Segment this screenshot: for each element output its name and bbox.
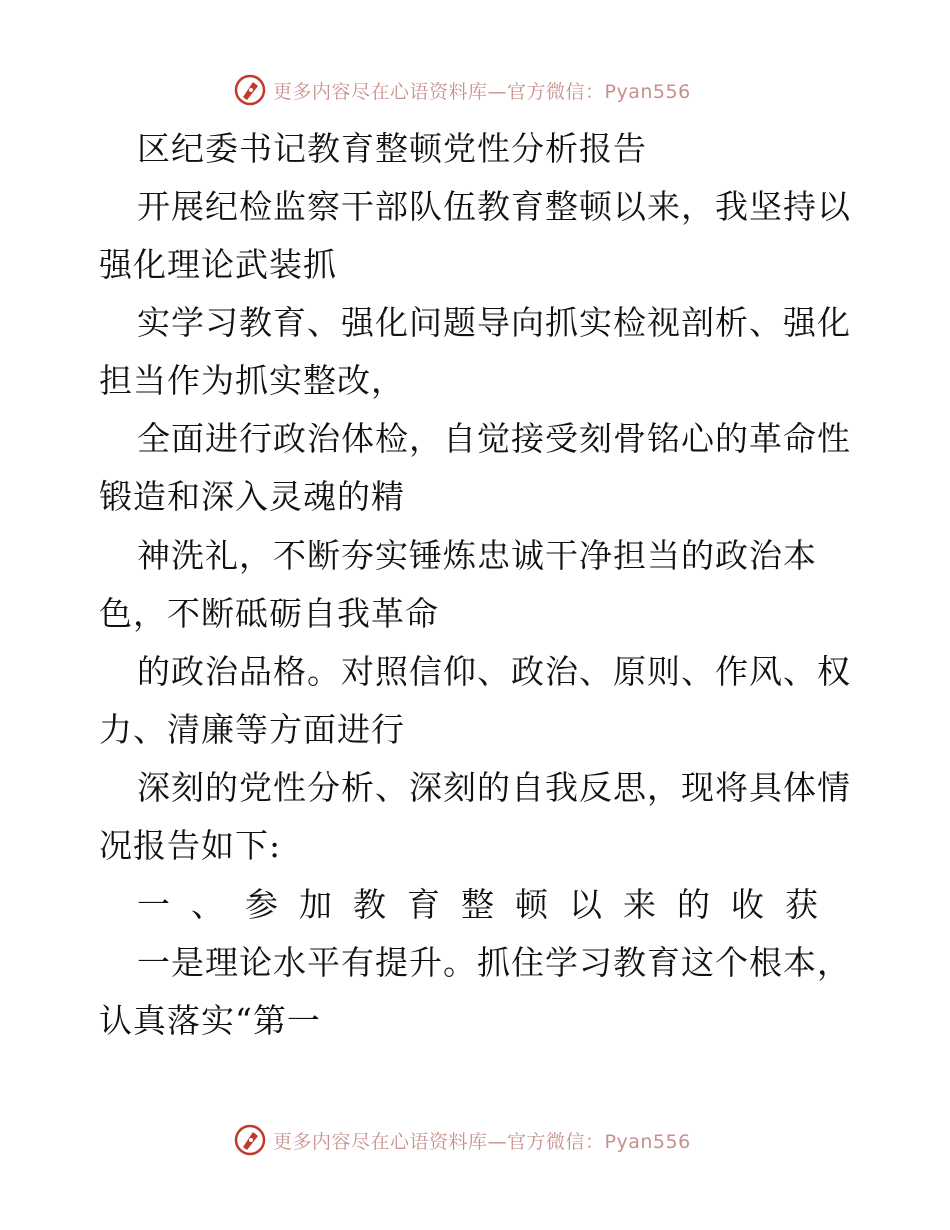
watermark-text: 更多内容尽在心语资料库—官方微信：Pyan556: [273, 80, 691, 103]
paragraph-line: 认真落实“第一: [99, 1001, 321, 1040]
paragraph-line: 全面进行政治体检，自觉接受刻骨铭心的革命性: [137, 419, 851, 458]
paragraph-line: 力、清廉等方面进行: [99, 710, 405, 749]
paragraph-line: 锻造和深入灵魂的精: [99, 477, 405, 516]
paragraph-line: 实学习教育、强化问题导向抓实检视剖析、强化: [137, 303, 851, 342]
document-title: 区纪委书记教育整顿党性分析报告: [137, 129, 647, 168]
paragraph-line: 一是理论水平有提升。抓住学习教育这个根本，: [137, 943, 851, 982]
paragraph-line: 的政治品格。对照信仰、政治、原则、作风、权: [137, 652, 851, 691]
paragraph-line: 强化理论武装抓: [99, 245, 337, 284]
section-heading: 一、参加教育整顿以来的收获: [137, 885, 839, 924]
pen-nib-icon: [233, 73, 267, 107]
paragraph-line: 担当作为抓实整改，: [99, 361, 405, 400]
paragraph-line: 神洗礼，不断夯实锤炼忠诚干净担当的政治本: [137, 536, 817, 575]
paragraph-line: 况报告如下:: [99, 826, 282, 865]
watermark-text: 更多内容尽在心语资料库—官方微信：Pyan556: [273, 1130, 691, 1153]
pen-nib-icon: [233, 1123, 267, 1157]
header-watermark-banner: [233, 72, 733, 108]
paragraph-line: 开展纪检监察干部队伍教育整顿以来，我坚持以: [137, 187, 851, 226]
footer-watermark-banner: [233, 1122, 733, 1158]
paragraph-line: 色，不断砥砺自我革命: [99, 594, 439, 633]
paragraph-line: 深刻的党性分析、深刻的自我反思，现将具体情: [137, 768, 851, 807]
